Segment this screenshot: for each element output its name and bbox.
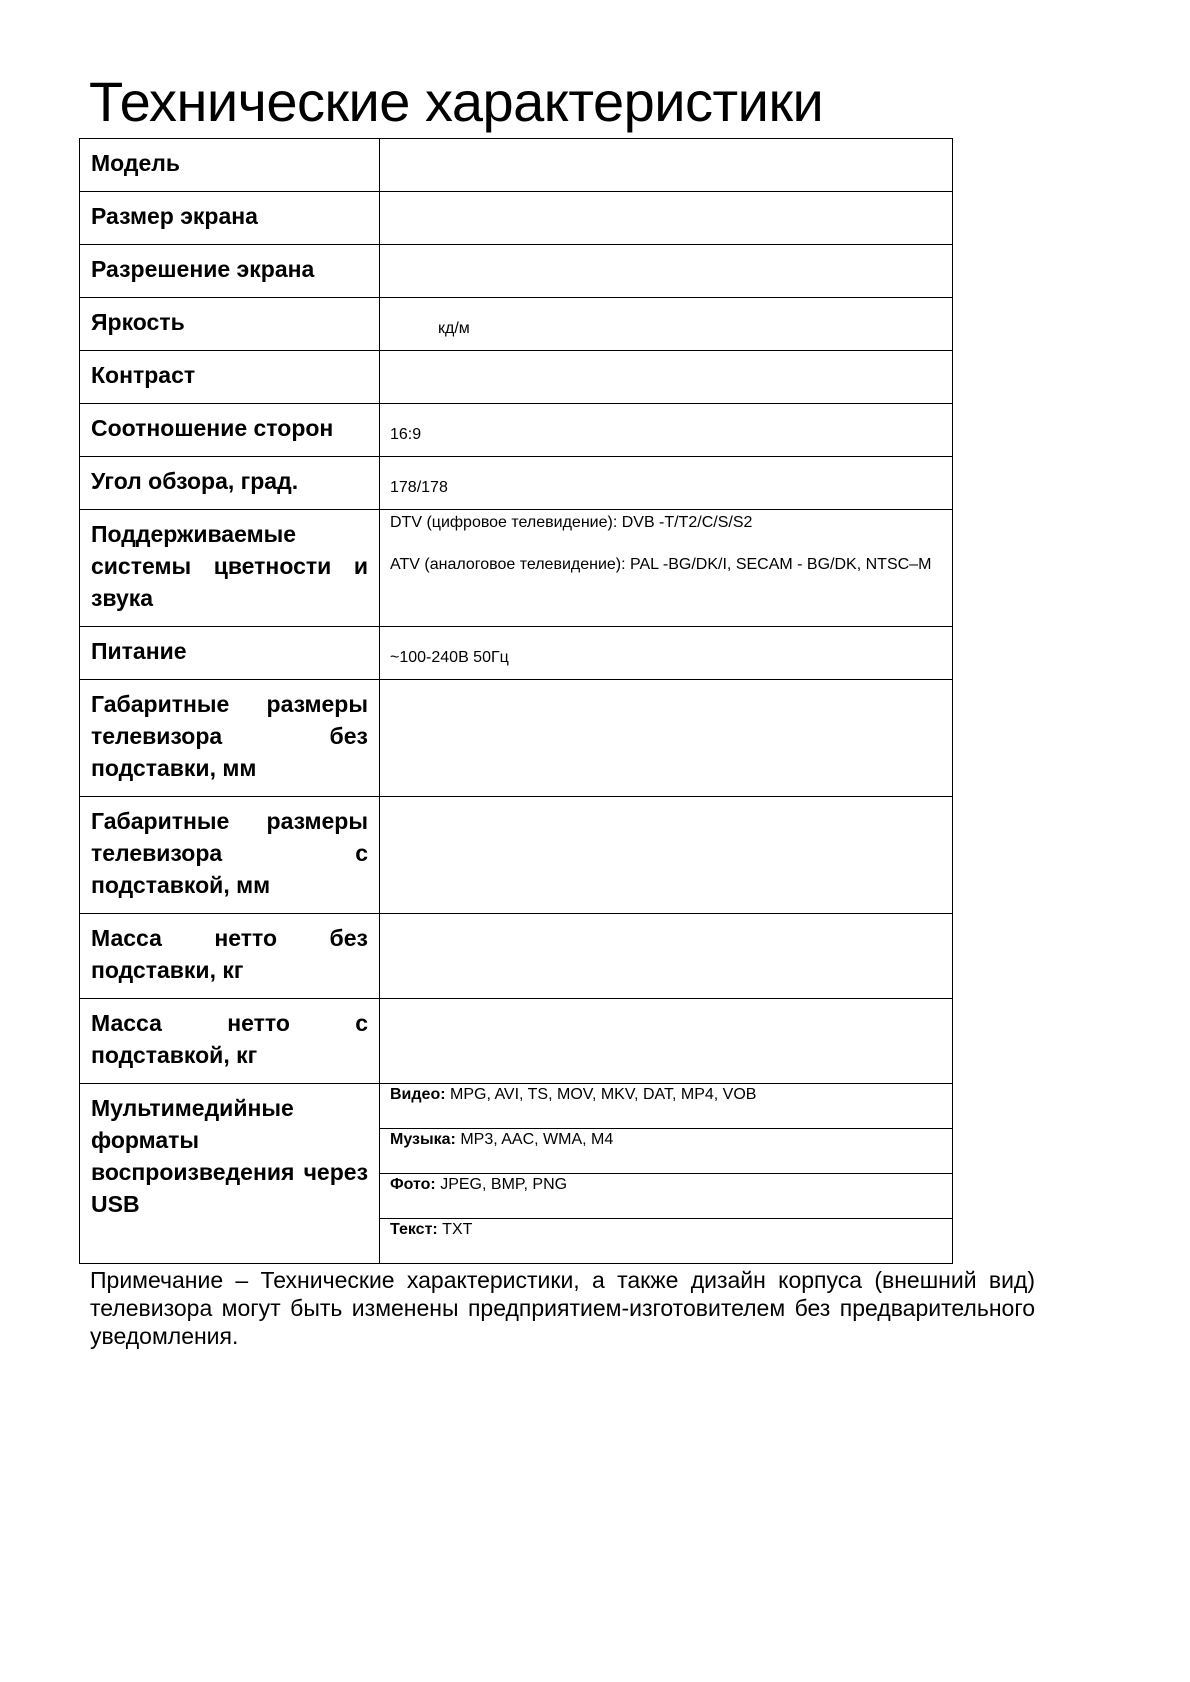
spec-label-resolution: Разрешение экрана — [80, 245, 380, 298]
spec-value-power: ~100-240В 50Гц — [380, 627, 953, 680]
format-music-name: Музыка: — [390, 1131, 456, 1148]
table-row — [80, 1084, 953, 1129]
table-row — [80, 797, 953, 914]
table-row — [80, 298, 953, 351]
spec-label-contrast: Контраст — [80, 351, 380, 404]
spec-value-contrast — [380, 351, 953, 404]
format-photo — [380, 1174, 953, 1219]
format-photo-value: JPEG, BMP, PNG — [435, 1176, 568, 1193]
spec-label-screen-size: Размер экрана — [80, 192, 380, 245]
spec-value-atv: ATV (аналоговое телевидение): PAL -BG/DK/I, SECAM - BG/DK, NTSC–M — [390, 556, 932, 573]
table-row — [80, 139, 953, 192]
spec-value-weight-no-stand — [380, 914, 953, 999]
format-music — [380, 1129, 953, 1174]
table-row — [80, 680, 953, 797]
spec-value-dimensions-no-stand — [380, 680, 953, 797]
spec-label-color-systems: Поддерживаемые системы цветности и звука — [80, 510, 380, 627]
spec-value-viewing-angle: 178/178 — [380, 457, 953, 510]
spec-label-dimensions-with-stand: Габаритные размеры телевизора с подставкой, мм — [80, 797, 380, 914]
table-row — [80, 627, 953, 680]
spec-value-brightness: кд/м — [380, 298, 953, 351]
spec-label-model: Модель — [80, 139, 380, 192]
format-video-name: Видео: — [390, 1086, 446, 1103]
spec-label-aspect-ratio: Соотношение сторон — [80, 404, 380, 457]
format-video — [380, 1084, 953, 1129]
table-row — [80, 192, 953, 245]
spec-value-color-systems — [380, 510, 953, 627]
spec-value-dtv: DTV (цифровое телевидение): DVB -T/T2/C/S/S2 — [390, 514, 753, 531]
table-row — [80, 245, 953, 298]
spec-label-dimensions-no-stand: Габаритные размеры телевизора без подставки, мм — [80, 680, 380, 797]
spec-label-weight-no-stand: Масса нетто без подставки, кг — [80, 914, 380, 999]
spec-label-viewing-angle: Угол обзора, град. — [80, 457, 380, 510]
footnote: Примечание – Технические характеристики, а также дизайн корпуса (внешний вид) телевизора могут быть изменены предприятием-изготовителем без предварительного уведомления. — [90, 1267, 1035, 1349]
spec-value-aspect-ratio: 16:9 — [380, 404, 953, 457]
spec-value-dimensions-with-stand — [380, 797, 953, 914]
format-text-value: TXT — [437, 1221, 473, 1238]
table-row — [80, 914, 953, 999]
spec-label-multimedia: Мультимедийные форматы воспроизведения через USB — [80, 1084, 380, 1264]
format-text — [380, 1219, 953, 1264]
spec-label-power: Питание — [80, 627, 380, 680]
spec-value-screen-size — [380, 192, 953, 245]
table-row — [80, 457, 953, 510]
spec-label-brightness: Яркость — [80, 298, 380, 351]
page-title: Технические характеристики — [89, 70, 824, 133]
format-photo-name: Фото: — [390, 1176, 436, 1193]
format-text-name: Текст: — [390, 1221, 438, 1238]
format-video-value: MPG, AVI, TS, MOV, MKV, DAT, MP4, VOB — [445, 1086, 757, 1103]
spec-value-weight-with-stand — [380, 999, 953, 1084]
spec-label-weight-with-stand: Масса нетто с подставкой, кг — [80, 999, 380, 1084]
spec-value-model — [380, 139, 953, 192]
spec-value-resolution — [380, 245, 953, 298]
table-row — [80, 351, 953, 404]
format-music-value: MP3, AAC, WMA, M4 — [455, 1131, 614, 1148]
table-row — [80, 404, 953, 457]
table-row — [80, 510, 953, 627]
table-row — [80, 999, 953, 1084]
spec-table — [79, 138, 953, 1264]
